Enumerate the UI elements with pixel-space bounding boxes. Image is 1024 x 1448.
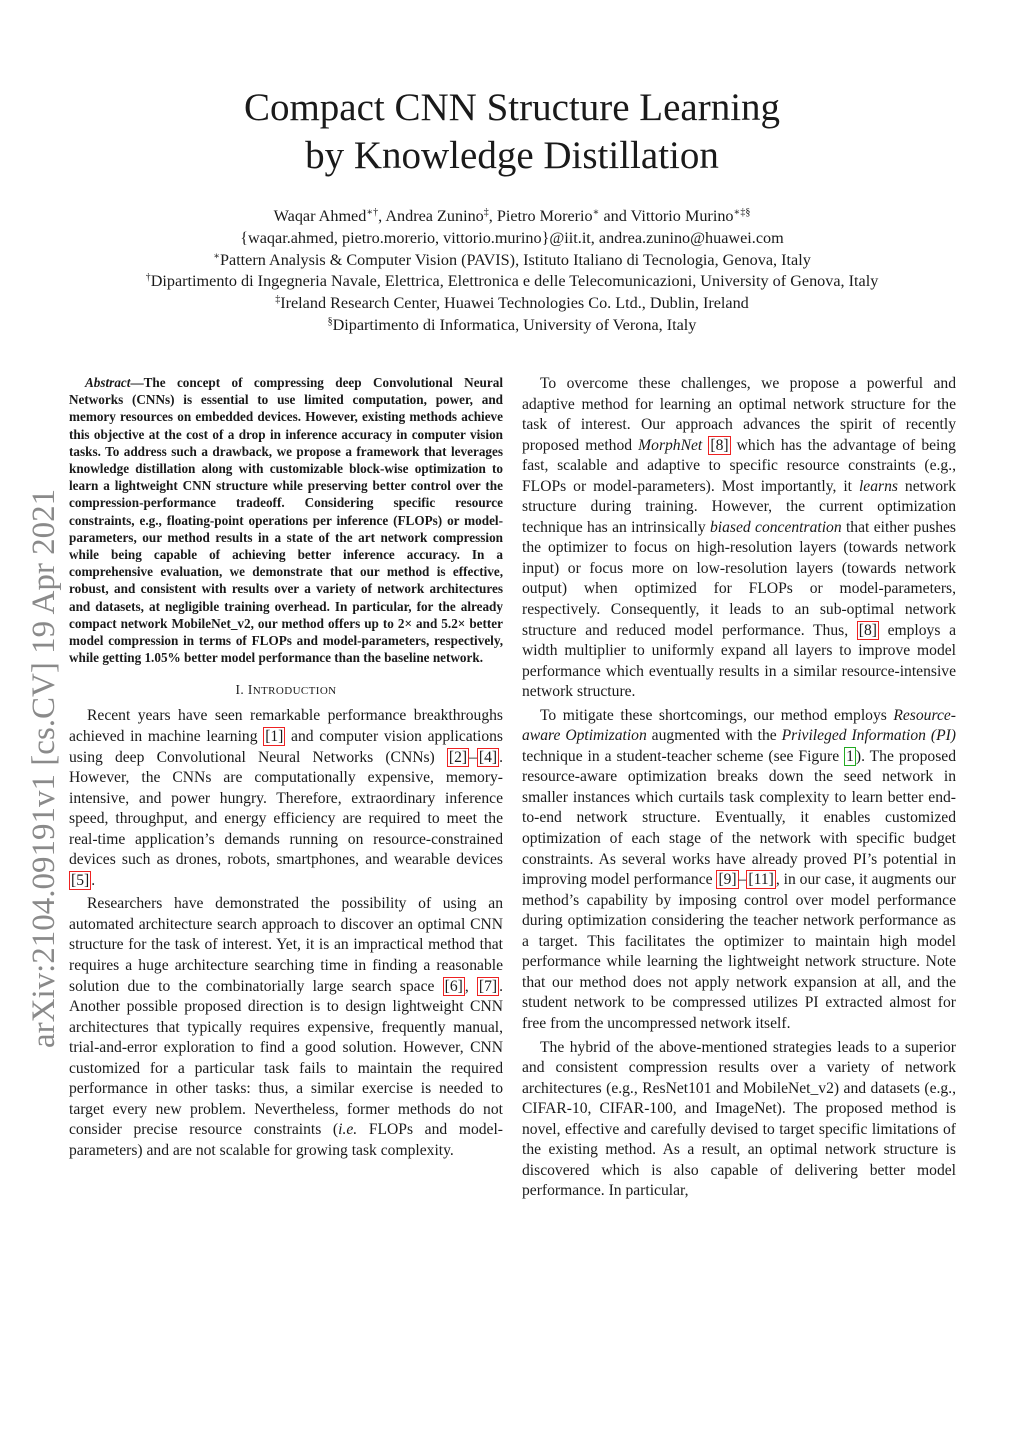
abstract	[69, 374, 503, 666]
citation-link[interactable]: [11]	[748, 871, 774, 889]
abstract-label: Abstract	[85, 375, 131, 390]
intro-paragraph-4: To mitigate these shortcomings, our method employs Resource-aware Optimization augmented with the Privileged Information (PI) technique in a student-teacher scheme (see Figure 1 ). The proposed resource-aware optimization breaks down the seed network in smaller instances which curtails task complexity to learn better end-to-end network structure. Eventually, it enables customized optimization of each stage of the network with specific budget constraints. As several works have already proved PI’s potential in improving model performance [9] – [11] , in our case, it augments our method’s capability by imposing control over model performance during optimization considering the teacher network performance as a target. This facilitates the optimizer to maintain high model performance while learning the lightweight network structure. Note that our method does not apply network expansion at all, and the student network to be compressed utilizes PI extracted almost for free from the uncompressed network itself.	[522, 706, 956, 1032]
affiliation-3: ‡Ireland Research Center, Huawei Technologies Co. Ltd., Dublin, Ireland	[275, 294, 749, 313]
section-heading-introduction: I. INTRODUCTION	[235, 682, 337, 698]
intro-paragraph-1: Recent years have seen remarkable performance breakthroughs achieved in machine learning [1] and computer vision applications using deep Convolutional Neural Networks (CNNs) [2] – [4] . However, the CNNs are computationally expensive, memory-intensive, and power hungry. Therefore, extraordinary inference speed, throughput, and energy efficiency are required to meet the real-time application’s demands running on resource-constrained devices such as drones, robots, smartphones, and wearable devices [5] .	[69, 707, 503, 889]
citation-link[interactable]: [8]	[858, 621, 877, 639]
left-column	[69, 374, 503, 1164]
figure-link[interactable]: 1	[846, 747, 854, 765]
citation-link[interactable]: [1]	[265, 728, 284, 745]
paper-title	[0, 84, 1024, 180]
citation-link[interactable]: [7]	[478, 977, 498, 995]
citation-link[interactable]: [6]	[444, 977, 463, 995]
affiliation-2: †Dipartimento di Ingegneria Navale, Elettrica, Elettronica e delle Telecomunicazioni, University of Genova, Italy	[145, 272, 879, 291]
right-column	[522, 374, 956, 1205]
intro-paragraph-2: Researchers have demonstrated the possibility of using an automated architecture search approach to discover an optimal CNN structure for the task of interest. Yet, it is an impractical method that requires a huge architecture searching time in finding a reasonable solution due to the combinatorially large search space [6] , [7] . Another possible proposed direction is to design lightweight CNN architectures that typically requires expensive, frequently manual, trial-and-error exploration to find a good solution. However, CNN customized for a particular task fails to maintain the required performance in other tasks: thus, a similar exercise is needed to target every new problem. Nevertheless, former methods do not consider precise resource constraints (i.e. FLOPs and model-parameters) and are not scalable for growing task complexity.	[69, 895, 504, 1159]
affiliation-1: ∗Pattern Analysis & Computer Vision (PAVIS), Istituto Italiano di Tecnologia, Genova, Italy	[213, 250, 811, 269]
citation-link[interactable]: [9]	[718, 871, 737, 889]
affiliation-4: §Dipartimento di Informatica, University of Verona, Italy	[327, 315, 697, 334]
intro-paragraph-5: The hybrid of the above-mentioned strategies leads to a superior and consistent compression results over a variety of network architectures (e.g., ResNet101 and MobileNet_v2) and datasets (e.g., CIFAR-10, CIFAR-100, and ImageNet). The proposed method is novel, effective and carefully devised to target specific limitations of the existing method. As a result, an optimal network structure is discovered which is also capable of delivering better model performance. In particular,	[522, 1038, 956, 1200]
citation-link[interactable]: [8]	[710, 436, 729, 454]
abstract-text: —The concept of compressing deep Convolutional Neural Networks (CNNs) is essential to use limited computation, power, and memory resources on embedded devices. However, existing methods achieve this objective at the cost of a drop in inference accuracy in computer vision tasks. To address such a drawback, we propose a framework that leverages knowledge distillation along with customizable block-wise optimization to learn a lightweight CNN structure while preserving better control over the compression-performance tradeoff. Considering specific resource constraints, e.g., floating-point operations per inference (FLOPs) or model-parameters, our method results in a state of the art network compression while being capable of achieving better inference accuracy. In a comprehensive evaluation, we demonstrate that our method is effective, robust, and consistent with results over a variety of network architectures and datasets, at negligible training overhead. In particular, for the already compact network MobileNet_v2, our method offers up to 2× and 5.2× better model compression in terms of FLOPs and model-parameters, respectively, while getting 1.05% better model performance than the baseline network.	[69, 375, 503, 666]
citation-link[interactable]: [4]	[478, 748, 498, 766]
intro-paragraph-3: To overcome these challenges, we propose a powerful and adaptive method for learning an optimal network structure for the task of interest. Our approach advances the spirit of recently proposed method MorphNet [8] which has the advantage of being fast, scalable and adaptive to specific resource constraints (e.g., FLOPs or model-parameters). Most importantly, it learns network structure during training. However, the current optimization technique has an intrinsically biased concentration that either pushes the optimizer to focus on high-resolution layers (towards network input) or focus more on low-resolution layers (towards network output) when optimized for FLOPs or model-parameters, respectively. Consequently, it leads to an sub-optimal network structure and reduced model performance. Thus, [8] employs a width multiplier to uniformly expand all layers to improve model performance which eventually results in a similar resource-intensive network structure.	[522, 375, 956, 701]
title-line-2: by Knowledge Distillation	[305, 134, 719, 177]
author-emails: {waqar.ahmed, pietro.morerio, vittorio.murino}@iit.it, andrea.zunino@huawei.com	[240, 228, 784, 247]
author-names: Waqar Ahmed∗†, Andrea Zunino‡, Pietro Morerio∗ and Vittorio Murino∗‡§	[273, 207, 751, 225]
arxiv-identifier: arXiv:2104.09191v1 [cs.CV] 19 Apr 2021	[26, 488, 62, 1048]
title-line-1: Compact CNN Structure Learning	[243, 86, 781, 129]
citation-link[interactable]: [2]	[448, 748, 468, 766]
author-block	[0, 206, 1024, 337]
citation-link[interactable]: [5]	[71, 871, 90, 889]
